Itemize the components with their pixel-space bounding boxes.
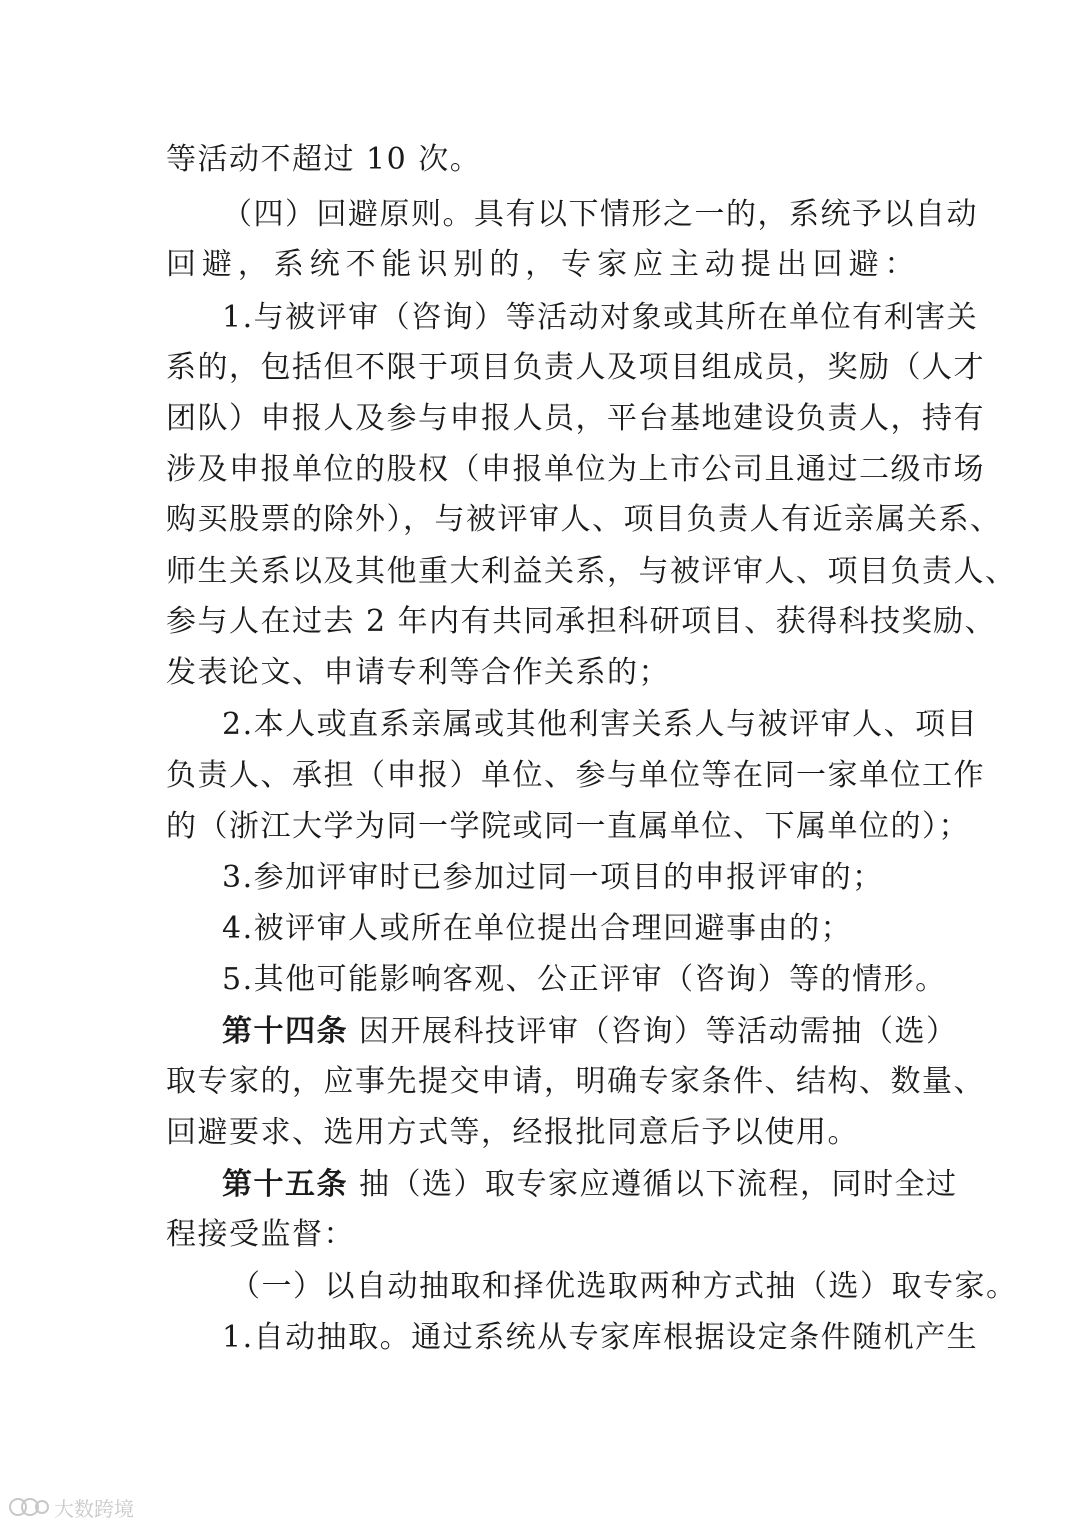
text-line: 取专家的，应事先提交申请，明确专家条件、结构、数量、 xyxy=(166,1064,985,1099)
text-line: （四）回避原则。具有以下情形之一的，系统予以自动 xyxy=(222,197,978,232)
text-line: 回避要求、选用方式等，经报批同意后予以使用。 xyxy=(166,1115,859,1150)
article-15-text: 抽（选）取专家应遵循以下流程，同时全过 xyxy=(348,1167,958,1202)
article-15-heading-line xyxy=(222,1165,958,1205)
text-line: 等活动不超过 10 次。 xyxy=(166,142,482,177)
watermark-logo-icon xyxy=(8,1494,50,1520)
text-line: 程接受监督： xyxy=(166,1217,355,1252)
text-line: 购买股票的除外），与被评审人、项目负责人有近亲属关系、 xyxy=(166,502,1002,537)
text-line: 5.其他可能影响客观、公正评审（咨询）等的情形。 xyxy=(222,962,947,997)
text-line: 涉及申报单位的股权（申报单位为上市公司且通过二级市场 xyxy=(166,452,985,487)
text-line: 2.本人或直系亲属或其他利害关系人与被评审人、项目 xyxy=(222,707,979,742)
watermark xyxy=(8,1490,134,1524)
article-14-title: 第十四条 xyxy=(222,1014,348,1049)
text-line: 师生关系以及其他重大利益关系，与被评审人、项目负责人、 xyxy=(166,554,1017,589)
text-line: （一）以自动抽取和择优选取两种方式抽（选）取专家。 xyxy=(230,1269,1018,1304)
text-line: 回避，系统不能识别的，专家应主动提出回避： xyxy=(166,247,916,282)
text-line: 团队）申报人及参与申报人员，平台基地建设负责人，持有 xyxy=(166,401,985,436)
text-line: 参与人在过去 2 年内有共同承担科研项目、获得科技奖励、 xyxy=(166,604,997,639)
article-15-title: 第十五条 xyxy=(222,1167,348,1202)
article-14-text: 因开展科技评审（咨询）等活动需抽（选） xyxy=(348,1014,958,1049)
text-line: 3.参加评审时已参加过同一项目的申报评审的； xyxy=(222,860,884,895)
text-line: 系的，包括但不限于项目负责人及项目组成员，奖励（人才 xyxy=(166,350,985,385)
text-line: 发表论文、申请专利等合作关系的； xyxy=(166,655,670,690)
text-line: 1.与被评审（咨询）等活动对象或其所在单位有利害关 xyxy=(222,300,979,335)
article-14-heading-line xyxy=(222,1012,958,1052)
text-line: 1.自动抽取。通过系统从专家库根据设定条件随机产生 xyxy=(222,1320,979,1355)
text-line: 4.被评审人或所在单位提出合理回避事由的； xyxy=(222,911,853,946)
text-line: 的（浙江大学为同一学院或同一直属单位、下属单位的）； xyxy=(166,809,970,844)
watermark-text: 大数跨境 xyxy=(54,1496,134,1521)
text-line: 负责人、承担（申报）单位、参与单位等在同一家单位工作 xyxy=(166,758,985,793)
